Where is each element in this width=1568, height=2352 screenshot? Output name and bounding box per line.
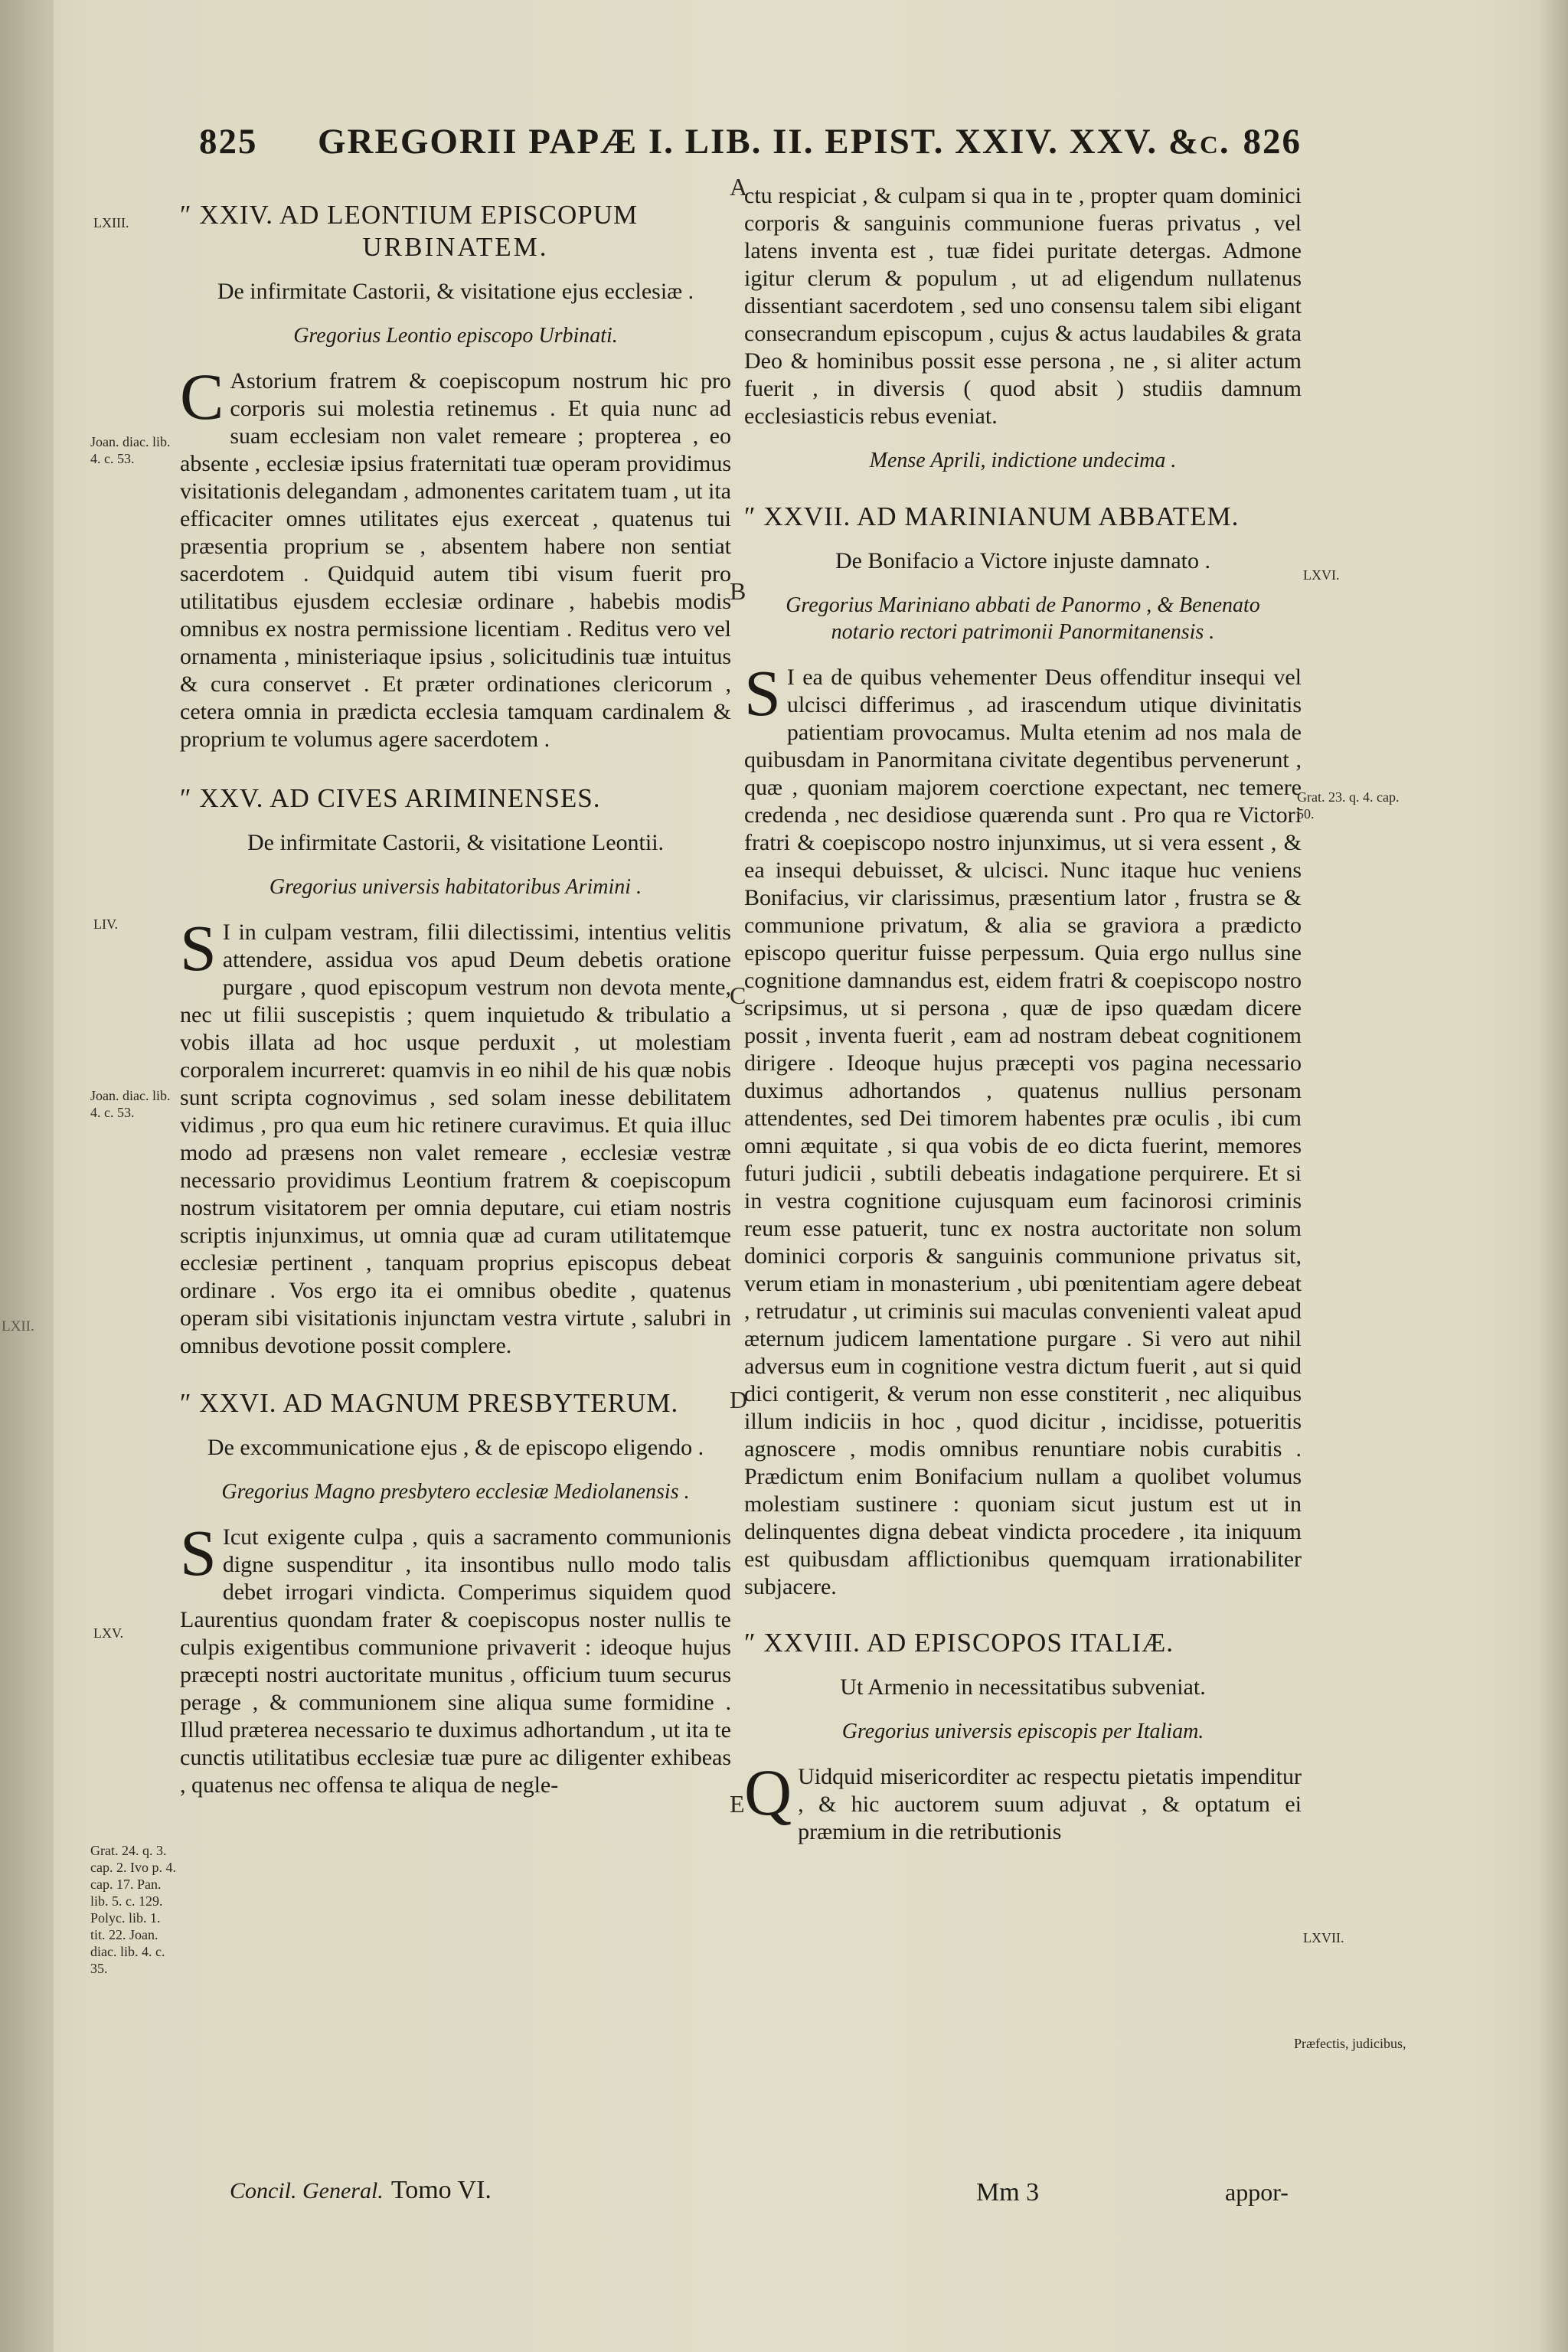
footer-volume-line	[230, 2176, 492, 2205]
footer-volume: Tomo VI.	[390, 2176, 492, 2204]
margin-note-joan-diac-1: Joan. diac. lib. 4. c. 53.	[90, 434, 171, 466]
epistle-28-title: ″ XXVIII. AD EPISCOPOS ITALIÆ.	[744, 1628, 1174, 1658]
left-column	[180, 182, 731, 1799]
epistle-24-title: ″ XXIV. AD LEONTIUM EPISCOPUM	[180, 200, 639, 230]
binding-gutter	[0, 0, 54, 2352]
epistle-27-argument: De Bonifacio a Victore injuste damnato .	[835, 548, 1210, 573]
epistle-26-inscription: Gregorius Magno presbytero ecclesiæ Mediolanensis .	[221, 1480, 690, 1504]
footer-series: Concil. General.	[230, 2178, 384, 2203]
epistle-28	[744, 1627, 1302, 1846]
margin-note-lxiii: LXIII.	[93, 215, 129, 230]
epistle-27-body: S I ea de quibus vehementer Deus offenditur insequi vel ulcisci differimus , ad irascendum utique divinitatis patientiam provocamus. Multa etenim ad nos mala de quibusdam in Panormitana civitate degentibus pervenerunt , quæ , quoniam majorem coerctione expectant, nec temere credenda , nec desidiose quærenda sunt . Pro qua re Victori fratri & coepiscopo nostro injunximus, ut si vera essent , & ea insequi debuisset, & ulcisci. Nunc itaque huc veniens Bonifacius, vir clarissimus, præsentium lator , frustra se & communione privatum, & alia se graviora a prædicto episcopo queritur fuisse perpessum. Quia ergo nullus sine cognitione damnandus est, eidem fratri & coepiscopo nostro scripsimus, ut si persona , quæ de ipso quædam dicere possit , inventa fuerit , eam ad nostram debeat cognitionem dirigere . Ideoque hujus præcepti vos pagina necessario duximus adhortandos , quatenus nullius personam attendentes, sed Dei timorem habentes præ oculis , ibi cum omni æquitate , si qua vobis de eo dicta fuerint, memores futuri judicii , subtili debeatis indagatione perquirere. Et si in vestra cognitione cujusquam eum facinorosi criminis reum esse patuerit, tunc ex nostra auctoritate non solum dominici corporis & sanguinis communione privatus sit, verum etiam in monasterium , ubi pœnitentiam agere debeat , retrudatur , ut criminis sui maculas convenienti valeat apud æternum judicem lamentatione purgare . Si vero aut nihil adversus eum in cognitione vestra dictum fuerit , aut si quid dici contigerit, & verum non esse constiterit , nec aliquibus illum indiciis in hoc , quod dicitur , incidisse, potueritis agnoscere , modis omnibus renuntiare nobis curabitis . Prædictum enim Bonifacium nullam a quolibet volumus molestiam sustinere : quoniam sicut justum est ut in delinquentes digna debeat vindicta procedere , ita iniquum est quibusdam afflictionibus quemquam irrationabiliter subjacere.	[744, 656, 1302, 1599]
signature-mark: Mm 3	[976, 2178, 1040, 2207]
gutter-margin-number: LXII.	[2, 1318, 34, 1334]
margin-note-lxvii: LXVII.	[1303, 1930, 1344, 1945]
margin-note-praefectis: Præfectis, judicibus,	[1294, 2036, 1406, 2051]
epistle-26-body: S Icut exigente culpa , quis a sacramento communionis digne suspenditur , ita insontibus nullo modo talis debet irrogari vindicta. Comperimus siquidem quod Laurentius quondam frater & coepiscopus noster nullis te culpis exigentibus communione privaverit : ideoque hujus præcepti nostri auctoritate munitus , officium tuum securus perage , & communionem sine aliqua sume formidine . Illud præterea necessario te duximus adhortandum , ut ita te cunctis utilitatibus ecclesiæ tuæ pure ac diligenter exhibeas , quatenus nec offensa te aliqua de negle-	[180, 1516, 731, 1798]
drop-cap: Q	[744, 1756, 792, 1829]
epistle-27-inscription: Gregorius Mariniano abbati de Panormo , & Benenato notario rectori patrimonii Panormitanensis .	[786, 593, 1260, 644]
epistle-26-date: Mense Aprili, indictione undecima .	[869, 449, 1177, 472]
margin-note-joan-diac-2: Joan. diac. lib. 4. c. 53.	[90, 1088, 171, 1120]
drop-cap: S	[180, 911, 217, 985]
running-title: GREGORII PAPÆ I. LIB. II. EPIST. XXIV. XXV. &c.	[318, 122, 1230, 162]
epistle-24-inscription: Gregorius Leontio episcopo Urbinati.	[293, 324, 618, 348]
margin-note-gratian-24: Grat. 24. q. 3. cap. 2. Ivo p. 4. cap. 17. Pan. lib. 5. c. 129. Polyc. lib. 1. tit. 22. Joan. diac. lib. 4. c. 35.	[90, 1843, 176, 1976]
epistle-26-continuation: ctu respiciat , & culpam si qua in te , propter quam dominici corporis & sanguinis communione fueras privatus , vel latens inventa est , tuæ fidei puritate detergas. Admone igitur clerum & populum , ut ad eligendum nullatenus dissentiant sacerdotem , sed uno consensu talem sibi eligant consecrandum episcopum , cujus & actus laudabiles & grata Deo & hominibus possit esse persona , ne , si aliter actum fuerit , in diversis ( quod absit ) studiis damnum ecclesiasticis rebus eveniat.	[744, 183, 1302, 429]
epistle-26-argument: De excommunicatione ejus , & de episcopo eligendo .	[207, 1435, 704, 1460]
epistle-26	[180, 1387, 731, 1799]
epistle-25-argument: De infirmitate Castorii, & visitatione Leontii.	[247, 830, 665, 855]
right-column	[744, 182, 1302, 1846]
section-letter-e: E	[730, 1790, 745, 1818]
epistle-27-title: ″ XXVII. AD MARINIANUM ABBATEM.	[744, 501, 1240, 531]
margin-note-liv: LIV.	[93, 916, 119, 932]
epistle-28-body: Q Uidquid misericorditer ac respectu pietatis impenditur , & hic auctorem suum adjuvat , & optatum ei præmium in die retributionis	[744, 1756, 1302, 1844]
catchword: appor-	[1225, 2178, 1289, 2206]
margin-note-gratian-23: Grat. 23. q. 4. cap. 50.	[1297, 789, 1400, 822]
margin-note-lxvi: LXVI.	[1303, 567, 1340, 583]
epistle-27	[744, 501, 1302, 1601]
drop-cap: C	[180, 360, 224, 433]
epistle-26-title: ″ XXVI. AD MAGNUM PRESBYTERUM.	[180, 1388, 679, 1418]
page-edge-shadow	[1537, 0, 1568, 2352]
section-letter-d: D	[730, 1386, 748, 1413]
section-letter-b: B	[730, 577, 746, 605]
page-number-left: 825	[199, 122, 258, 162]
epistle-24	[180, 199, 731, 753]
epistle-24-title-cont: URBINATEM.	[362, 232, 549, 262]
page-number-right: 826	[1243, 122, 1302, 162]
drop-cap: S	[180, 1516, 217, 1589]
section-letter-a: A	[730, 173, 748, 201]
margin-note-lxv: LXV.	[93, 1625, 124, 1641]
drop-cap: S	[744, 656, 781, 730]
epistle-24-argument: De infirmitate Castorii, & visitatione ejus ecclesiæ .	[217, 279, 694, 304]
running-header	[199, 121, 1302, 175]
epistle-25-title: ″ XXV. AD CIVES ARIMINENSES.	[180, 783, 601, 813]
epistle-25	[180, 782, 731, 1360]
section-letter-c: C	[730, 982, 746, 1009]
epistle-25-body: S I in culpam vestram, filii dilectissimi, intentius velitis attendere, assidua vos apud Deum debetis oratione purgare , quod episcopum vestrum non devota mente, nec ut filii suscepistis ; quem inquietudo & tribulatio a vobis illata ad hoc usque perduxit , ut molestiam corporalem incurreret: quamvis in eo nihil de his quæ nobis sunt scripta cognovimus , sed solam inesse debilitatem vidimus , pro qua eum hic retinere curavimus. Et quia illuc modo ad præsens non valet remeare , ecclesiæ vestræ necessario providimus Leontium fratrem & coepiscopum nostrum visitatorem per omnia deputare, cui etiam nostris scriptis injunximus, ut omnia quæ ad curam utilitatemque ecclesiæ pertinent , tanquam proprius episcopus debeat ordinare . Vos ergo ita ei omnibus obedite , quatenus operam sibi visitationis injunctam vestra virtute , salubri in omnibus devotione possit complere.	[180, 911, 731, 1358]
epistle-28-inscription: Gregorius universis episcopis per Italiam.	[841, 1720, 1204, 1743]
epistle-24-body: C Astorium fratrem & coepiscopum nostrum hic pro corporis sui molestia retinemus . Et quia nunc ad suam ecclesiam non valet remeare ; propterea , eo absente , ecclesiæ ipsius fraternitati tuæ operam providimus visitationis delegandam , admonentes caritatem tuam , ut ita efficaciter omnes utilitates ejus exerceat , quatenus tui præsentia proprium se , absentem habere non sentiat sacerdotem . Quidquid autem tibi visum fuerit pro utilitatibus ejusdem ecclesiæ ordinare , habebis modis omnibus ex nostra permissione licentiam . Reditus vero vel ornamenta , ministeriaque ipsius , solicitudinis tuæ intuitus & cura conservet . Et præter ordinationes clericorum , cetera omnia in prædicta ecclesia tamquam cardinalem & proprium te volumus agere sacerdotem .	[180, 360, 731, 752]
epistle-28-argument: Ut Armenio in necessitatibus subveniat.	[840, 1674, 1206, 1700]
epistle-25-inscription: Gregorius universis habitatoribus Arimini .	[269, 875, 642, 899]
